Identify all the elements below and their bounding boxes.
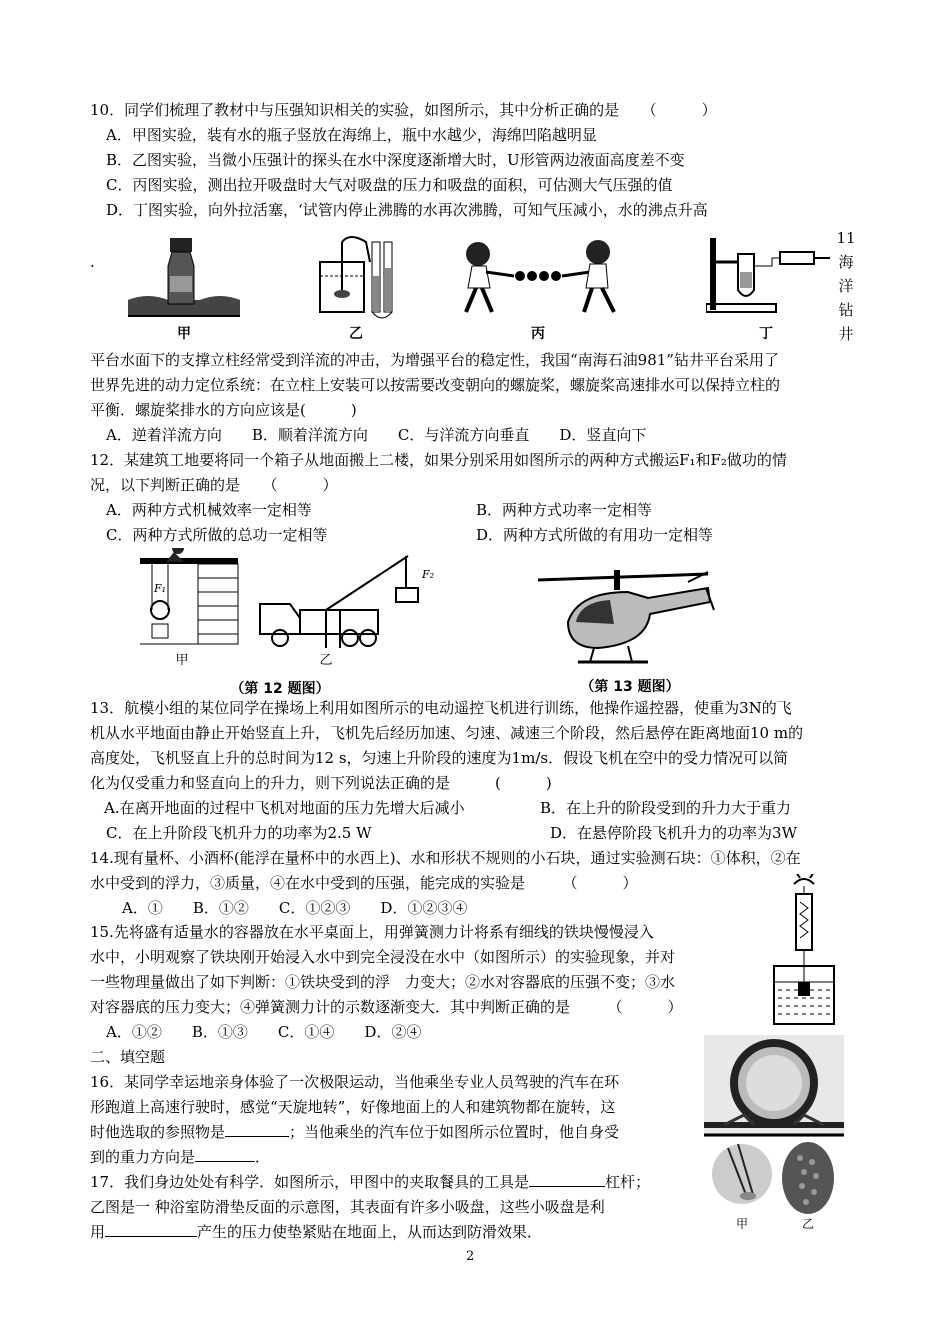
figure-label-jia-12: 甲 — [175, 653, 189, 668]
q12-line-2: 况，以下判断正确的是 （ ） — [90, 476, 338, 494]
q16-line-4: 到的重力方向是 ． — [90, 1148, 271, 1166]
q16-line-3: 时他选取的参照物是 ；当他乘坐的汽车位于如图所示位置时，他自身受 — [90, 1123, 620, 1141]
q15-line-4: 对容器底的压力变大；④弹簧测力计的示数逐渐变大．其中判断正确的是 （ ） — [90, 998, 683, 1016]
q13-option-d: D．在悬停阶段飞机升力的功率为3W — [550, 824, 797, 842]
figure-label-jia: 甲 — [177, 326, 191, 342]
q14-options: A．① B．①② C．①②③ D．①②③④ — [122, 899, 468, 917]
q13-option-c: C．在上升阶段飞机升力的功率为2.5 W — [106, 824, 372, 842]
q12-pulley-crane-figure — [140, 548, 440, 678]
q15-line-3: 一些物理量做出了如下判断：①铁块受到的浮 力变大；②水对容器底的压强不变；③水 — [90, 973, 676, 991]
q11-options: A．逆着洋流方向 B．顺着洋流方向 C．与洋流方向垂直 D．竖直向下 — [106, 426, 647, 444]
q17-blank-lever-type[interactable] — [529, 1172, 605, 1187]
q12-option-c: C．两种方式所做的总功一定相等 — [106, 526, 328, 544]
q17-blank-force-source[interactable] — [105, 1222, 197, 1237]
q10-option-b: B．乙图实验，当微小压强计的探头在水中深度逐渐增大时，U形管两边液面高度差不变 — [106, 151, 685, 169]
q16-line-1: 16．某同学幸运地亲身体验了一次极限运动，当他乘坐专业人员驾驶的汽车在环 — [90, 1073, 620, 1091]
q12-option-b: B．两种方式功率一定相等 — [476, 501, 653, 519]
q12-figure-caption: （第 12 题图） — [230, 681, 330, 697]
q11-vertical-text: 11 海 洋 钻 井 — [836, 229, 856, 343]
loop-track-figure — [704, 1035, 844, 1137]
figure-label-ding: 丁 — [759, 326, 773, 342]
q13-figure-caption: （第 13 题图） — [580, 679, 680, 695]
q10-stem: 10．同学们梳理了教材中与压强知识相关的实验，如图所示，其中分析正确的是 （ ） — [90, 101, 717, 119]
q13-line-1: 13．航模小组的某位同学在操场上利用如图所示的电动遥控飞机进行训练，他操作遥控器，使重为3N的飞 — [90, 699, 792, 717]
q12-line-1: 12．某建筑工地要将同一个箱子从地面搬上二楼，如果分别采用如图所示的两种方式搬运F₁和F₂做功的情 — [90, 451, 787, 469]
q14-line-1: 14.现有量杯、小酒杯(能浮在量杯中的水西上)、水和形状不规则的小石块，通过实验测石块：①体积，②在 — [90, 849, 801, 867]
q13-line-2: 机从水平地面由静止开始竖直上升，飞机先后经历加速、匀速、减速三个阶段，然后悬停在距离地面10 m的 — [90, 724, 804, 742]
f2-label: F₂ — [422, 568, 435, 581]
q17-line-2: 乙图是一 种浴室防滑垫反面的示意图，其表面有许多小吸盘，这些小吸盘是利 — [90, 1198, 605, 1216]
q15-line-1: 15.先将盛有适量水的容器放在水平桌面上，用弹簧测力计将系有细线的铁块慢慢浸入 — [90, 923, 654, 941]
q12-option-d: D．两种方式所做的有用功一定相等 — [476, 526, 714, 544]
q13-line-4: 化为仅受重力和竖直向上的升力，则下列说法正确的是 ( ) — [90, 774, 552, 792]
q16-line-2: 形跑道上高速行驶时，感觉“天旋地转”，好像地面上的人和建筑物都在旋转，这 — [90, 1098, 616, 1116]
q16-blank-gravity-direction[interactable] — [195, 1147, 255, 1162]
figure-label-jia-17: 甲 — [735, 1217, 749, 1231]
helicopter-figure — [538, 552, 718, 672]
figure-label-yi-17: 乙 — [801, 1217, 815, 1231]
bottle-on-sponge-figure — [128, 232, 240, 344]
q14-line-2: 水中受到的浮力，③质量，④在水中受到的压强，能完成的实验是 （ ） — [90, 874, 638, 892]
q17-line-3: 用 产生的压力使垫紧贴在地面上，从而达到防滑效果． — [90, 1223, 543, 1241]
q15-line-2: 水中，小明观察了铁块刚开始浸入水中到完全浸没在水中（如图所示）的实验现象，并对 — [90, 948, 676, 966]
q13-line-3: 高度处，飞机竖直上升的总时间为12 s，匀速上升阶段的速度为1m/s．假设飞机在空中的受力情况可以简 — [90, 749, 789, 767]
pressure-gauge-figure — [310, 232, 410, 344]
q17-tongs-mat-figure — [708, 1140, 840, 1232]
q10-dot: . — [90, 253, 95, 271]
q13-option-a: A.在离开地面的过程中飞机对地面的压力先增大后减小 — [104, 799, 465, 817]
figure-label-yi: 乙 — [349, 326, 363, 342]
flask-syringe-figure — [706, 232, 836, 344]
figure-label-yi-12: 乙 — [319, 653, 333, 668]
q10-option-d: D．丁图实验，向外拉活塞，‘试管内停止沸腾的水再次沸腾，可知气压减小，水的沸点升高 — [106, 201, 708, 219]
q10-option-c: C．丙图实验，测出拉开吸盘时大气对吸盘的压力和吸盘的面积，可估测大气压强的值 — [106, 176, 673, 194]
suction-cup-tug-figure — [458, 232, 618, 344]
q12-option-a: A．两种方式机械效率一定相等 — [106, 501, 312, 519]
spring-scale-figure — [770, 874, 840, 1026]
q11-line-1: 平台水面下的支撑立柱经常受到洋流的冲击，为增强平台的稳定性，我国“南海石油981”钻井平台采用了 — [90, 351, 779, 369]
q11-line-2: 世界先进的动力定位系统：在立柱上安装可以按需要改变朝向的螺旋桨，螺旋桨高速排水可以保持立柱的 — [90, 376, 781, 394]
figure-label-bing: 丙 — [531, 326, 545, 342]
q11-line-3: 平衡．螺旋桨排水的方向应该是( ) — [90, 401, 357, 419]
page-number: 2 — [466, 1249, 475, 1264]
q17-line-1: 17．我们身边处处有科学．如图所示，甲图中的夹取餐具的工具是 杠杆； — [90, 1173, 651, 1191]
q13-option-b: B．在上升的阶段受到的升力大于重力 — [540, 799, 792, 817]
q15-options: A．①② B．①③ C．①④ D．②④ — [106, 1023, 422, 1041]
q16-blank-reference-frame[interactable] — [225, 1122, 289, 1137]
f1-label: F₁ — [154, 582, 167, 595]
q10-option-a: A．甲图实验，装有水的瓶子竖放在海绵上，瓶中水越少，海绵凹陷越明显 — [106, 126, 597, 144]
section-title-fill-blank: 二、填空题 — [90, 1048, 166, 1066]
